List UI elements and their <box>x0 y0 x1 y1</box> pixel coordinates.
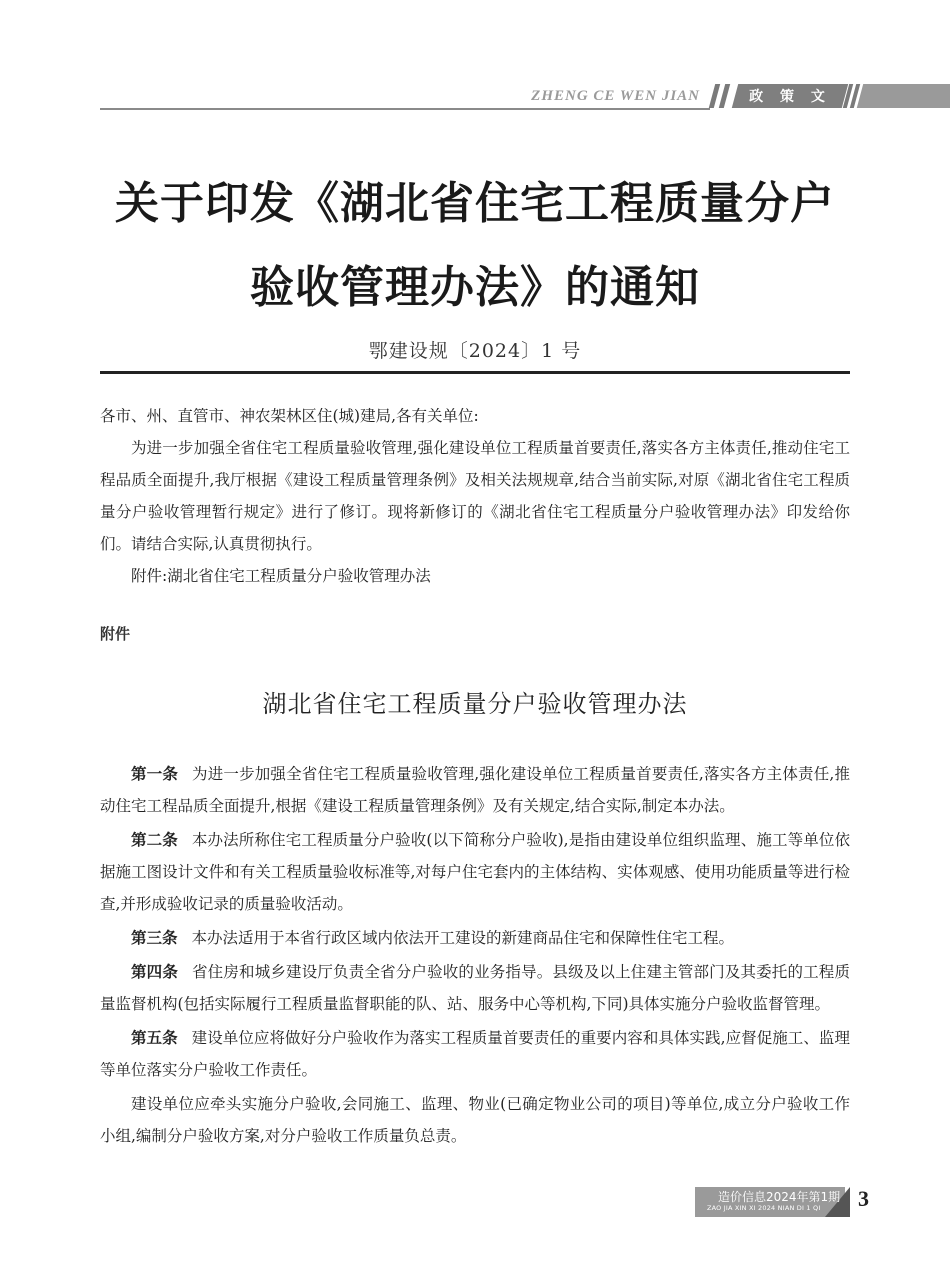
attachment-note: 附件:湖北省住宅工程质量分户验收管理办法 <box>131 567 431 585</box>
notice-title-line2: 验收管理办法》的通知 <box>250 262 700 313</box>
notice-title-line1: 关于印发《湖北省住宅工程质量分户 <box>115 178 835 229</box>
footer-journal-en: ZAO JIA XIN XI 2024 NIAN DI 1 QI <box>707 1204 821 1212</box>
article-text: 建设单位应将做好分户验收作为落实工程质量首要责任的重要内容和具体实践,应督促施工、监理等单位落实分户验收工作责任。 <box>100 1029 850 1079</box>
articles-list <box>100 758 850 1154</box>
article <box>100 824 850 920</box>
notice-body <box>100 400 850 592</box>
header-rule <box>100 108 710 110</box>
footer-journal-cn: 造价信息2024年第1期 <box>718 1190 841 1204</box>
article <box>100 922 850 954</box>
article-continuation <box>100 1088 850 1152</box>
attachment-label: 附件 <box>100 625 131 643</box>
article-label: 第三条 <box>131 929 178 947</box>
attachment-title: 湖北省住宅工程质量分户验收管理办法 <box>262 690 688 718</box>
salutation: 各市、州、直管市、神农架林区住(城)建局,各有关单位: <box>100 407 479 425</box>
header-tail-bar <box>857 84 950 108</box>
article-label: 第五条 <box>131 1029 178 1047</box>
section-label-english: ZHENG CE WEN JIAN <box>531 88 700 104</box>
article <box>100 1022 850 1086</box>
page-number: 3 <box>858 1186 869 1211</box>
article-text: 本办法适用于本省行政区域内依法开工建设的新建商品住宅和保障性住宅工程。 <box>191 929 735 947</box>
article <box>100 956 850 1020</box>
article-text: 为进一步加强全省住宅工程质量验收管理,强化建设单位工程质量首要责任,落实各方主体责任,推动住宅工程品质全面提升,根据《建设工程质量管理条例》及有关规定,结合实际,制定本办法。 <box>100 765 850 815</box>
title-divider <box>100 371 850 374</box>
article-label: 第二条 <box>131 831 178 849</box>
article-text: 建设单位应牵头实施分户验收,会同施工、监理、物业(已确定物业公司的项目)等单位,成立分户验收工作小组,编制分户验收方案,对分户验收工作质量负总责。 <box>100 1095 850 1145</box>
article-label: 第四条 <box>131 963 179 981</box>
notice-title <box>100 162 850 330</box>
article-text: 省住房和城乡建设厅负责全省分户验收的业务指导。县级及以上住建主管部门及其委托的工程质量监督机构(包括实际履行工程质量监督职能的队、站、服务中心等机构,下同)具体实施分户验收监督管理。 <box>100 963 850 1013</box>
article-label: 第一条 <box>131 765 179 783</box>
section-label-chinese: 政 策 文 件 <box>749 89 831 125</box>
article <box>100 758 850 822</box>
document-number: 鄂建设规〔2024〕1 号 <box>368 340 582 362</box>
article-text: 本办法所称住宅工程质量分户验收(以下简称分户验收),是指由建设单位组织监理、施工等单位依据施工图设计文件和有关工程质量验收标准等,对每户住宅套内的主体结构、实体观感、使用功能质量等进行检查,并形成验收记录的质量验收活动。 <box>100 831 850 913</box>
header-stripe <box>719 84 730 108</box>
notice-paragraph: 为进一步加强全省住宅工程质量验收管理,强化建设单位工程质量首要责任,落实各方主体责任,推动住宅工程品质全面提升,我厅根据《建设工程质量管理条例》及相关法规规章,结合当前实际,对原《湖北省住宅工程质量分户验收管理暂行规定》进行了修订。现将新修订的《湖北省住宅工程质量分户验收管理办法》印发给你们。请结合实际,认真贯彻执行。 <box>100 439 850 553</box>
